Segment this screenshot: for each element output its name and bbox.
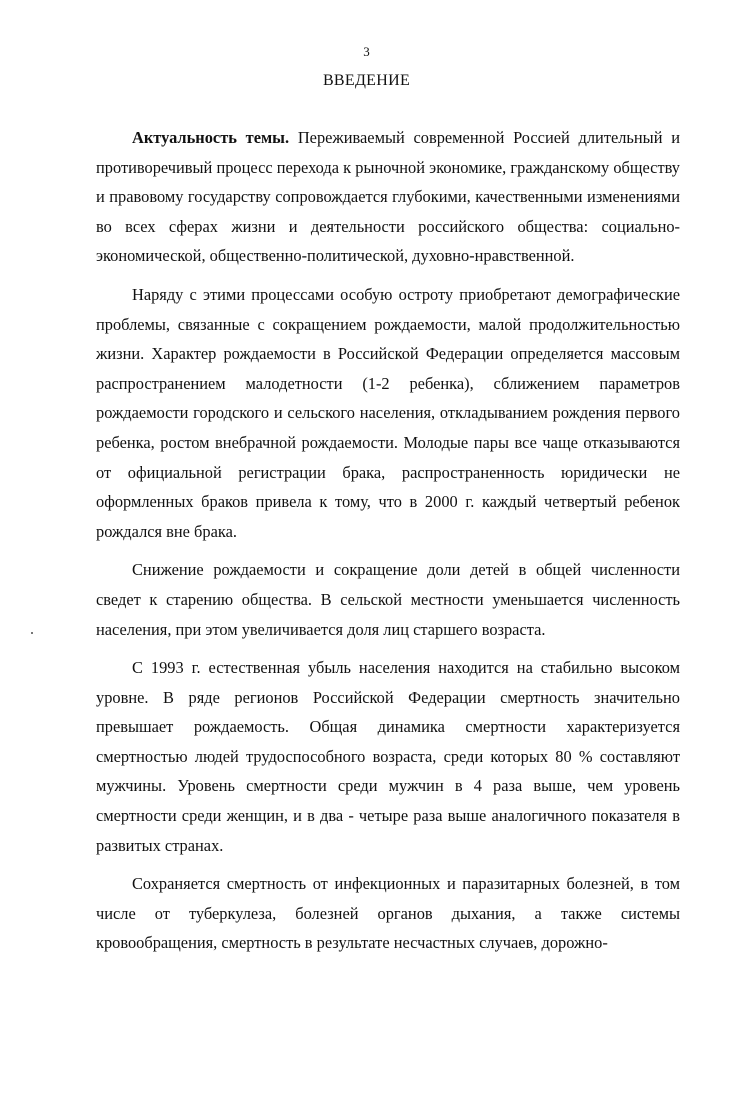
- paragraph-mortality: С 1993 г. естественная убыль населения находится на стабильно высоком уровне. В ряде регионов Российской Федерации смертность значительно превышает рождаемость. Общая динамика смертности характеризуется смертностью людей трудоспособного возраста, среди которых 80 % составляют мужчины. Уровень смертности среди мужчин в 4 раза выше, чем уровень смертности среди женщин, и в два - четыре раза выше аналогичного показателя в развитых странах.: [96, 658, 680, 855]
- paragraph-demography: Наряду с этими процессами особую остроту приобретают демографические проблемы, связанные с сокращением рождаемости, малой продолжительностью жизни. Характер рождаемости в Российской Федерации определяется массовым распространением малодетности (1-2 ребенка), сближением параметров рождаемости городского и сельского населения, откладыванием рождения первого ребенка, ростом внебрачной рождаемости. Молодые пары все чаще отказываются от официальной регистрации брака, распространенность юридически не оформленных браков привела к тому, что в 2000 г. каждый четвертый ребенок рождался вне брака.: [96, 284, 680, 541]
- document-body: [96, 123, 680, 958]
- paragraph-birth-decline: Снижение рождаемости и сокращение доли детей в общей численности сведет к старению общества. В сельской местности уменьшается численность населения, при этом увеличивается доля лиц старшего возраста.: [96, 560, 680, 639]
- paragraph-text: Переживаемый современной Россией длительный и противоречивый процесс перехода к рыночной экономике, гражданскому обществу и правовому государству сопровождается глубокими, качественными изменениями во всех сферах жизни и деятельности российского общества: социально-экономической, общественно-политической, духовно-нравственной.: [96, 128, 680, 266]
- scan-speck: [31, 632, 33, 634]
- page-number: 3: [363, 44, 370, 59]
- paragraph-disease-mortality: Сохраняется смертность от инфекционных и паразитарных болезней, в том числе от туберкулеза, болезней органов дыхания, а также системы кровообращения, смертность в результате несчастных случаев, дорожно-: [96, 874, 680, 953]
- section-heading: ВВЕДЕНИЕ: [322, 72, 411, 89]
- paragraph-lead: Актуальность темы.: [132, 128, 290, 147]
- paragraph-relevance: [96, 123, 680, 271]
